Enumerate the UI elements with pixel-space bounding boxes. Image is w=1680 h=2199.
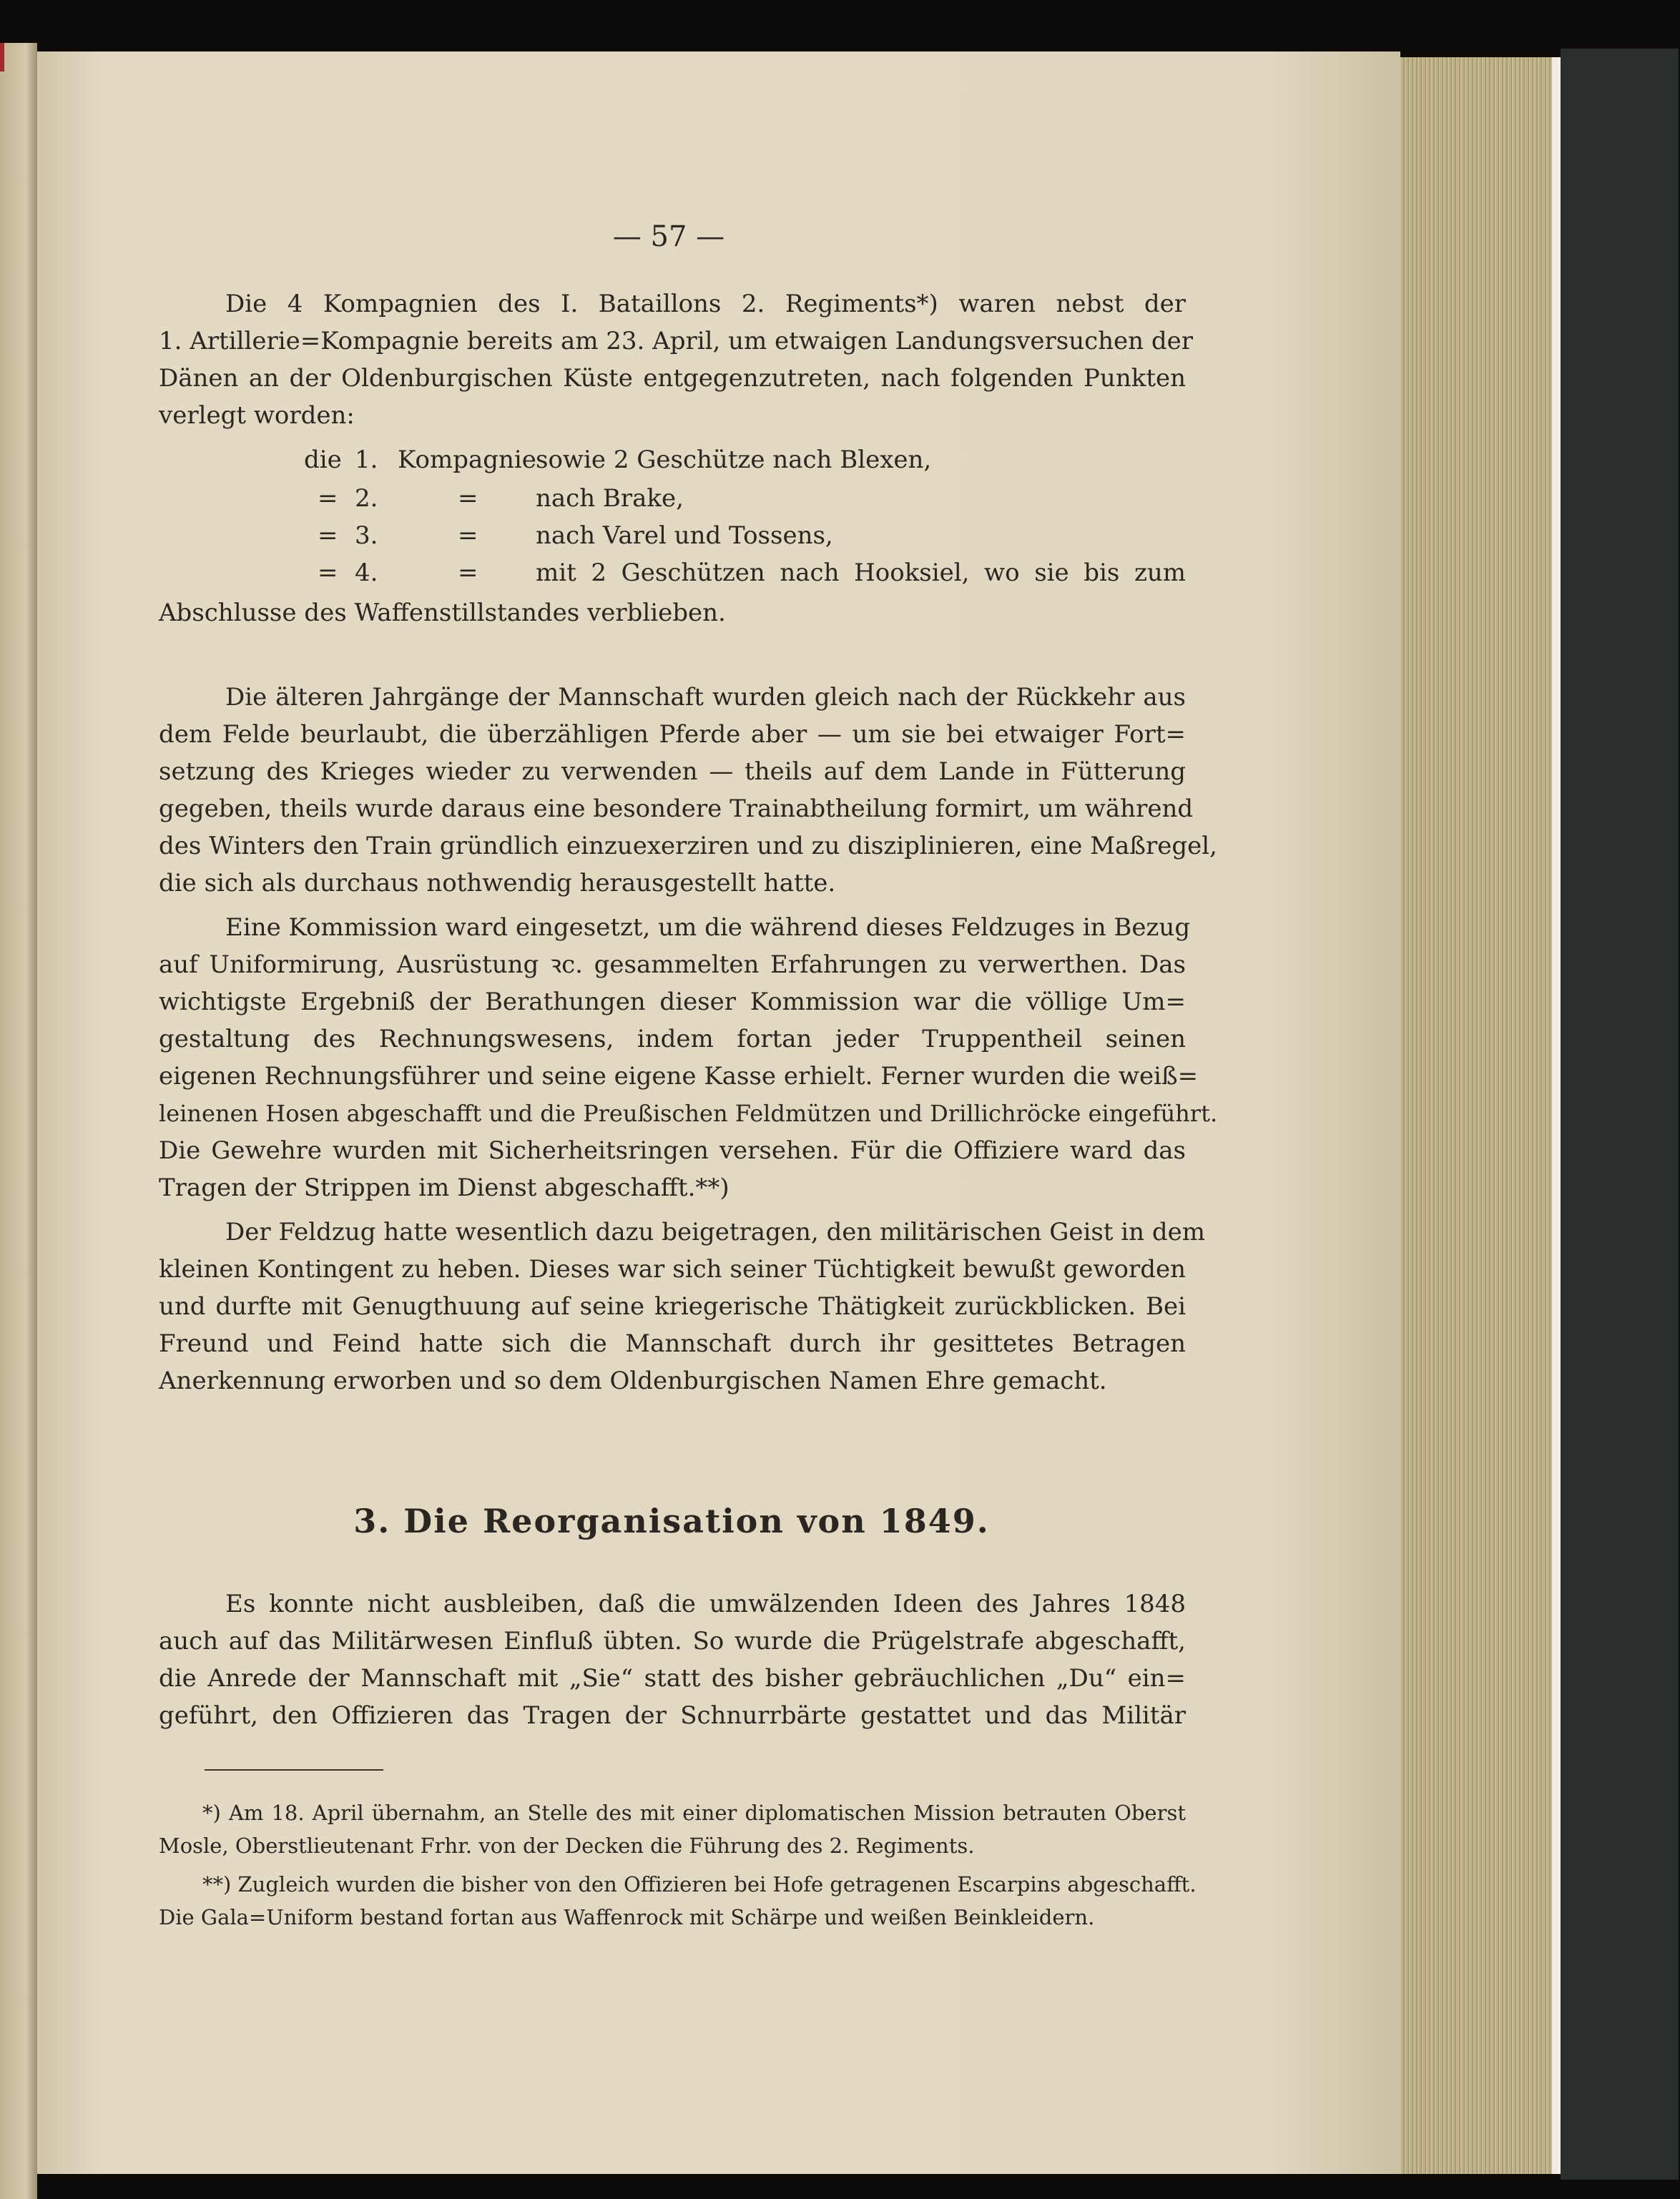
- paragraph-2-line-5: des Winters den Train gründlich einzuexerziren und zu disziplinieren, eine Maßregel,: [159, 832, 1217, 860]
- posting-row-4: [0, 555, 1680, 591]
- paragraph-1-line-2: 1. Artillerie=Kompagnie bereits am 23. April, um etwaigen Landungsversuchen der: [159, 327, 1193, 355]
- paragraph-4-line-1: Der Feldzug hatte wesentlich dazu beigetragen, den militärischen Geist in dem: [225, 1218, 1205, 1246]
- page-number: — 57 —: [612, 220, 725, 253]
- paragraph-5-line-1: Es konnte nicht ausbleiben, daß die umwälzenden Ideen des Jahres 1848: [225, 1590, 1186, 1618]
- paragraph-2-line-4: gegeben, theils wurde daraus eine besondere Trainabtheilung formirt, um während: [159, 795, 1194, 823]
- posting-row-2: [0, 481, 1680, 516]
- paragraph-1-line-3: Dänen an der Oldenburgischen Küste entgegenzutreten, nach folgenden Punkten: [159, 364, 1186, 393]
- posting-number: 1.: [355, 446, 378, 474]
- paragraph-2-line-6: die sich als durchaus nothwendig herausgestellt hatte.: [159, 869, 836, 897]
- paragraph-2-line-3: setzung des Krieges wieder zu verwenden — theils auf dem Lande in Fütterung: [159, 757, 1186, 786]
- book-cover: [1561, 49, 1679, 2180]
- paragraph-3-line-8: Tragen der Strippen im Dienst abgeschafft.**): [159, 1174, 730, 1202]
- left-bookmark: [0, 43, 4, 72]
- paragraph-2-line-1: Die älteren Jahrgänge der Mannschaft wurden gleich nach der Rückkehr aus: [225, 683, 1186, 712]
- paragraph-4-line-3: und durfte mit Genugthuung auf seine kriegerische Thätigkeit zurückblicken. Bei: [159, 1292, 1186, 1321]
- posting-prefix: =: [318, 484, 338, 513]
- paragraph-3-line-1: Eine Kommission ward eingesetzt, um die während dieses Feldzuges in Bezug: [225, 913, 1191, 942]
- posting-row-1: [0, 442, 1680, 478]
- posting-number: 3.: [355, 521, 378, 550]
- left-page-edge: [0, 43, 37, 2199]
- paragraph-3-line-3: wichtigste Ergebniß der Berathungen dieser Kommission war die völlige Um=: [159, 988, 1186, 1016]
- paragraph-3-line-2: auf Uniformirung, Ausrüstung ꝛc. gesammelten Erfahrungen zu verwerthen. Das: [159, 950, 1186, 979]
- posting-destination: nach Varel und Tossens,: [536, 521, 833, 550]
- paragraph-3-line-6: leinenen Hosen abgeschafft und die Preußischen Feldmützen und Drillichröcke eingeführt.: [159, 1100, 1218, 1127]
- footnote-1-line-1: *) Am 18. April übernahm, an Stelle des mit einer diplomatischen Mission betrauten Oberst: [202, 1801, 1186, 1825]
- postings-end: Abschlusse des Waffenstillstandes verblieben.: [159, 599, 726, 627]
- posting-unit: =: [458, 559, 478, 587]
- posting-number: 4.: [355, 559, 378, 587]
- paragraph-1-line-4: verlegt worden:: [159, 401, 355, 430]
- posting-destination: sowie 2 Geschütze nach Blexen,: [536, 446, 932, 474]
- paragraph-4-line-4: Freund und Feind hatte sich die Mannschaft durch ihr gesittetes Betragen: [159, 1329, 1186, 1358]
- footnote-divider: [205, 1769, 383, 1771]
- paragraph-5-line-3: die Anrede der Mannschaft mit „Sie“ statt des bisher gebräuchlichen „Du“ ein=: [159, 1664, 1186, 1693]
- posting-number: 2.: [355, 484, 378, 513]
- paragraph-3-line-4: gestaltung des Rechnungswesens, indem fortan jeder Truppentheil seinen: [159, 1025, 1186, 1053]
- posting-prefix: =: [318, 559, 338, 587]
- posting-destination: nach Brake,: [536, 484, 684, 513]
- posting-unit: Kompagnie: [398, 446, 536, 474]
- footnote-2-line-1: **) Zugleich wurden die bisher von den Offizieren bei Hofe getragenen Escarpins abgeschafft.: [202, 1872, 1197, 1897]
- posting-prefix: =: [318, 521, 338, 550]
- posting-unit: =: [458, 521, 478, 550]
- paragraph-5-line-4: geführt, den Offizieren das Tragen der Schnurrbärte gestattet und das Militär: [159, 1701, 1186, 1730]
- paragraph-4-line-5: Anerkennung erworben und so dem Oldenburgischen Namen Ehre gemacht.: [159, 1367, 1107, 1395]
- paragraph-1-line-1: Die 4 Kompagnien des I. Bataillons 2. Regiments*) waren nebst der: [225, 290, 1186, 318]
- paragraph-3-line-7: Die Gewehre wurden mit Sicherheitsringen versehen. Für die Offiziere ward das: [159, 1136, 1186, 1165]
- footnote-2-line-2: Die Gala=Uniform bestand fortan aus Waffenrock mit Schärpe und weißen Beinkleidern.: [159, 1905, 1095, 1929]
- stacked-page-edges: [1400, 57, 1552, 2174]
- posting-unit: =: [458, 484, 478, 513]
- flyleaf: [1552, 57, 1561, 2174]
- paragraph-4-line-2: kleinen Kontingent zu heben. Dieses war sich seiner Tüchtigkeit bewußt geworden: [159, 1255, 1186, 1284]
- footnote-1-line-2: Mosle, Oberstlieutenant Frhr. von der Decken die Führung des 2. Regiments.: [159, 1834, 975, 1858]
- section-heading: 3. Die Reorganisation von 1849.: [353, 1502, 990, 1540]
- posting-destination: mit 2 Geschützen nach Hooksiel, wo sie bis zum: [536, 559, 1186, 587]
- paragraph-3-line-5: eigenen Rechnungsführer und seine eigene Kasse erhielt. Ferner wurden die weiß=: [159, 1062, 1199, 1091]
- posting-prefix: die: [304, 446, 342, 474]
- paragraph-5-line-2: auch auf das Militärwesen Einfluß übten. So wurde die Prügelstrafe abgeschafft,: [159, 1627, 1186, 1656]
- paragraph-2-line-2: dem Felde beurlaubt, die überzähligen Pferde aber — um sie bei etwaiger Fort=: [159, 720, 1186, 749]
- posting-row-3: [0, 518, 1680, 554]
